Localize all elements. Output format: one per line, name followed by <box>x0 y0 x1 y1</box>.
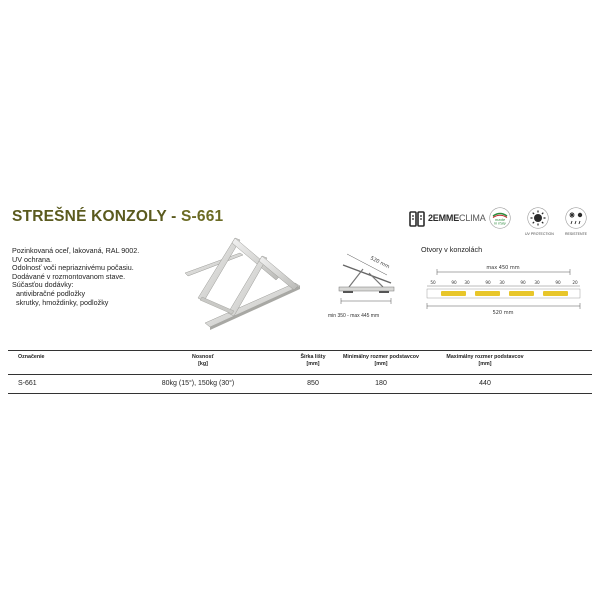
hole-segment-label: 30 <box>464 280 470 285</box>
description-line: Dodávané v rozmontovanom stave. <box>12 271 126 281</box>
table-header <box>8 350 592 375</box>
side-top-label: 520 mm <box>369 255 391 271</box>
mounting-slot <box>441 291 466 296</box>
header-max <box>430 354 540 368</box>
hole-segment-label: 50 <box>430 280 436 285</box>
description-line: Súčasťou dodávky: <box>12 280 74 290</box>
mounting-slot <box>509 291 534 296</box>
header-width-unit: [mm] <box>306 361 320 367</box>
description-item: antivibračné podložky <box>16 288 86 298</box>
header-max-unit: [mm] <box>478 361 492 367</box>
holes-total-label: 520 mm <box>492 310 514 316</box>
header-capacity-label: Nosnosť <box>192 354 214 360</box>
hole-segment-label: 90 <box>451 280 457 285</box>
holes-title: Otvory v konzolách <box>421 245 483 254</box>
hole-segment-label: 90 <box>555 280 561 285</box>
made-in-italy-icon <box>489 207 511 229</box>
header-min <box>326 354 436 368</box>
description-item: skrutky, hmoždinky, podložky <box>16 297 109 307</box>
brand-name-bold: 2EMME <box>428 213 460 223</box>
product-bracket-image <box>180 228 305 333</box>
header-max-label: Maximálny rozmer podstavcov <box>446 354 524 360</box>
weather-resistant-icon <box>565 207 587 229</box>
header-min-unit: [mm] <box>374 361 388 367</box>
weather-resistant-label: RESISTENTE <box>565 232 587 236</box>
spec-table <box>8 350 592 394</box>
uv-protection-label: UV PROTECTION <box>525 232 554 236</box>
holes-max-label: max 450 mm <box>486 265 520 271</box>
description-line: UV ochrana. <box>12 254 52 264</box>
title-separator: - <box>166 208 181 225</box>
description-line: Odolnosť voči nepriaznivému počasiu. <box>12 263 134 273</box>
hole-segment-label: 90 <box>485 280 491 285</box>
svg-text:in Italy: in Italy <box>493 221 507 226</box>
brand-bar <box>409 207 599 241</box>
mounting-slot <box>475 291 500 296</box>
title-code: S-661 <box>180 208 224 225</box>
description-line: Pozinkovaná oceľ, lakovaná, RAL 9002. <box>12 246 140 255</box>
hole-segment-label: 90 <box>520 280 526 285</box>
table-row <box>8 375 592 394</box>
mounting-slot <box>543 291 568 296</box>
header-code <box>18 354 78 361</box>
header-min-label: Minimálny rozmer podstavcov <box>343 354 419 360</box>
svg-text:made: made <box>494 218 506 222</box>
cell-min: 180 <box>375 380 387 387</box>
header-capacity-unit: [kg] <box>198 361 208 367</box>
header-code-label: Označenie <box>18 354 45 360</box>
product-description <box>12 247 139 307</box>
cell-width: 850 <box>307 380 319 387</box>
brand-name <box>428 213 486 223</box>
holes-diagram <box>425 258 585 318</box>
header-width-label: Šírka lišty <box>300 354 326 360</box>
uv-protection-icon <box>527 207 549 229</box>
header-capacity <box>158 354 248 368</box>
side-dimension-diagram <box>325 243 405 323</box>
brand-logo-icon <box>409 211 425 227</box>
hole-segment-label: 30 <box>534 280 540 285</box>
page-title <box>12 208 223 226</box>
side-caption: min 350 - max 445 mm <box>328 313 380 319</box>
hole-segment-label: 30 <box>499 280 505 285</box>
title-text: STREŠNÉ KONZOLY <box>12 208 167 225</box>
cell-capacity: 80kg (15°), 150kg (30°) <box>161 380 235 387</box>
cell-code: S-661 <box>18 380 37 387</box>
cell-max: 440 <box>479 380 491 387</box>
hole-segment-label: 20 <box>572 280 578 285</box>
brand-name-light: CLIMA <box>459 213 486 223</box>
